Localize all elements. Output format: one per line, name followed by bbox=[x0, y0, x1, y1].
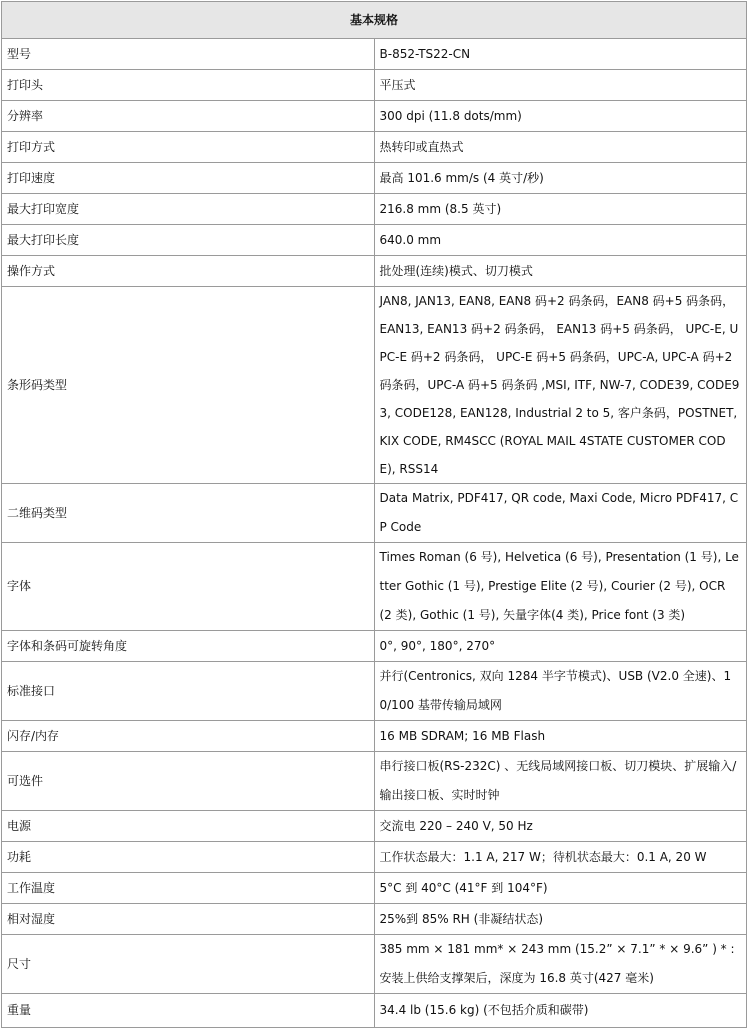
row-value: 640.0 mm bbox=[374, 225, 747, 256]
row-value: 16 MB SDRAM; 16 MB Flash bbox=[374, 721, 747, 752]
row-label: 重量 bbox=[2, 994, 375, 1028]
table-row bbox=[2, 873, 747, 904]
table-row bbox=[2, 256, 747, 287]
row-label: 可选件 bbox=[2, 752, 375, 811]
table-row bbox=[2, 194, 747, 225]
row-value: 300 dpi (11.8 dots/mm) bbox=[374, 101, 747, 132]
table-row bbox=[2, 132, 747, 163]
row-value: 热转印或直热式 bbox=[374, 132, 747, 163]
table-row bbox=[2, 484, 747, 543]
table-row bbox=[2, 543, 747, 631]
table-row bbox=[2, 904, 747, 935]
row-label: 字体 bbox=[2, 543, 375, 631]
table-row bbox=[2, 39, 747, 70]
table-row bbox=[2, 163, 747, 194]
table-row bbox=[2, 101, 747, 132]
row-value: 5°C 到 40°C (41°F 到 104°F) bbox=[374, 873, 747, 904]
table-row bbox=[2, 662, 747, 721]
row-value: 并行(Centronics, 双向 1284 半字节模式)、USB (V2.0 全速)、10/100 基带传输局域网 bbox=[374, 662, 747, 721]
row-label: 最大打印宽度 bbox=[2, 194, 375, 225]
row-label: 尺寸 bbox=[2, 935, 375, 994]
table-row bbox=[2, 721, 747, 752]
row-label: 型号 bbox=[2, 39, 375, 70]
row-label: 条形码类型 bbox=[2, 287, 375, 484]
row-value: Times Roman (6 号), Helvetica (6 号), Presentation (1 号), Letter Gothic (1 号), Prestige Elite (2 号), Courier (2 号), OCR (2 类), Gothic (1 号), 矢量字体(4 类), Price font (3 类) bbox=[374, 543, 747, 631]
spec-table bbox=[1, 1, 747, 1028]
row-value: 批处理(连续)模式、切刀模式 bbox=[374, 256, 747, 287]
row-value: 34.4 lb (15.6 kg) (不包括介质和碳带) bbox=[374, 994, 747, 1028]
table-row bbox=[2, 811, 747, 842]
row-label: 标准接口 bbox=[2, 662, 375, 721]
table-header-row bbox=[2, 2, 747, 39]
row-label: 字体和条码可旋转角度 bbox=[2, 631, 375, 662]
row-value: 216.8 mm (8.5 英寸) bbox=[374, 194, 747, 225]
table-row bbox=[2, 287, 747, 484]
table-row bbox=[2, 842, 747, 873]
row-label: 闪存/内存 bbox=[2, 721, 375, 752]
row-value: 25%到 85% RH (非凝结状态) bbox=[374, 904, 747, 935]
table-title: 基本规格 bbox=[2, 2, 747, 39]
row-label: 相对湿度 bbox=[2, 904, 375, 935]
table-row bbox=[2, 225, 747, 256]
row-label: 操作方式 bbox=[2, 256, 375, 287]
row-value: 0°, 90°, 180°, 270° bbox=[374, 631, 747, 662]
row-value: JAN8, JAN13, EAN8, EAN8 码+2 码条码，EAN8 码+5 码条码，EAN13, EAN13 码+2 码条码， EAN13 码+5 码条码， UPC-E, UPC-E 码+2 码条码， UPC-E 码+5 码条码，UPC-A, UPC-A 码+2 码条码，UPC-A 码+5 码条码 ,MSI, ITF, NW-7, CODE39, CODE93, CODE128, EAN128, Industrial 2 to 5, 客户条码，POSTNET, KIX CODE, RM4SCC (ROYAL MAIL 4STATE CUSTOMER CODE), RSS14 bbox=[374, 287, 747, 484]
row-label: 打印速度 bbox=[2, 163, 375, 194]
row-value: 385 mm × 181 mm* × 243 mm (15.2” × 7.1” * × 9.6” ) * : 安装上供给支撑架后，深度为 16.8 英寸(427 毫米) bbox=[374, 935, 747, 994]
row-label: 打印方式 bbox=[2, 132, 375, 163]
row-value: 工作状态最大：1.1 A, 217 W；待机状态最大：0.1 A, 20 W bbox=[374, 842, 747, 873]
table-row bbox=[2, 752, 747, 811]
row-label: 打印头 bbox=[2, 70, 375, 101]
row-label: 最大打印长度 bbox=[2, 225, 375, 256]
row-value: B-852-TS22-CN bbox=[374, 39, 747, 70]
table-row bbox=[2, 935, 747, 994]
row-value: Data Matrix, PDF417, QR code, Maxi Code, Micro PDF417, CP Code bbox=[374, 484, 747, 543]
row-value: 串行接口板(RS-232C) 、无线局域网接口板、切刀模块、扩展输入/输出接口板、实时时钟 bbox=[374, 752, 747, 811]
row-label: 功耗 bbox=[2, 842, 375, 873]
table-row bbox=[2, 631, 747, 662]
row-value: 最高 101.6 mm/s (4 英寸/秒) bbox=[374, 163, 747, 194]
row-label: 二维码类型 bbox=[2, 484, 375, 543]
row-value: 平压式 bbox=[374, 70, 747, 101]
table-row bbox=[2, 994, 747, 1028]
row-value: 交流电 220 – 240 V, 50 Hz bbox=[374, 811, 747, 842]
table-row bbox=[2, 70, 747, 101]
row-label: 电源 bbox=[2, 811, 375, 842]
row-label: 工作温度 bbox=[2, 873, 375, 904]
row-label: 分辨率 bbox=[2, 101, 375, 132]
